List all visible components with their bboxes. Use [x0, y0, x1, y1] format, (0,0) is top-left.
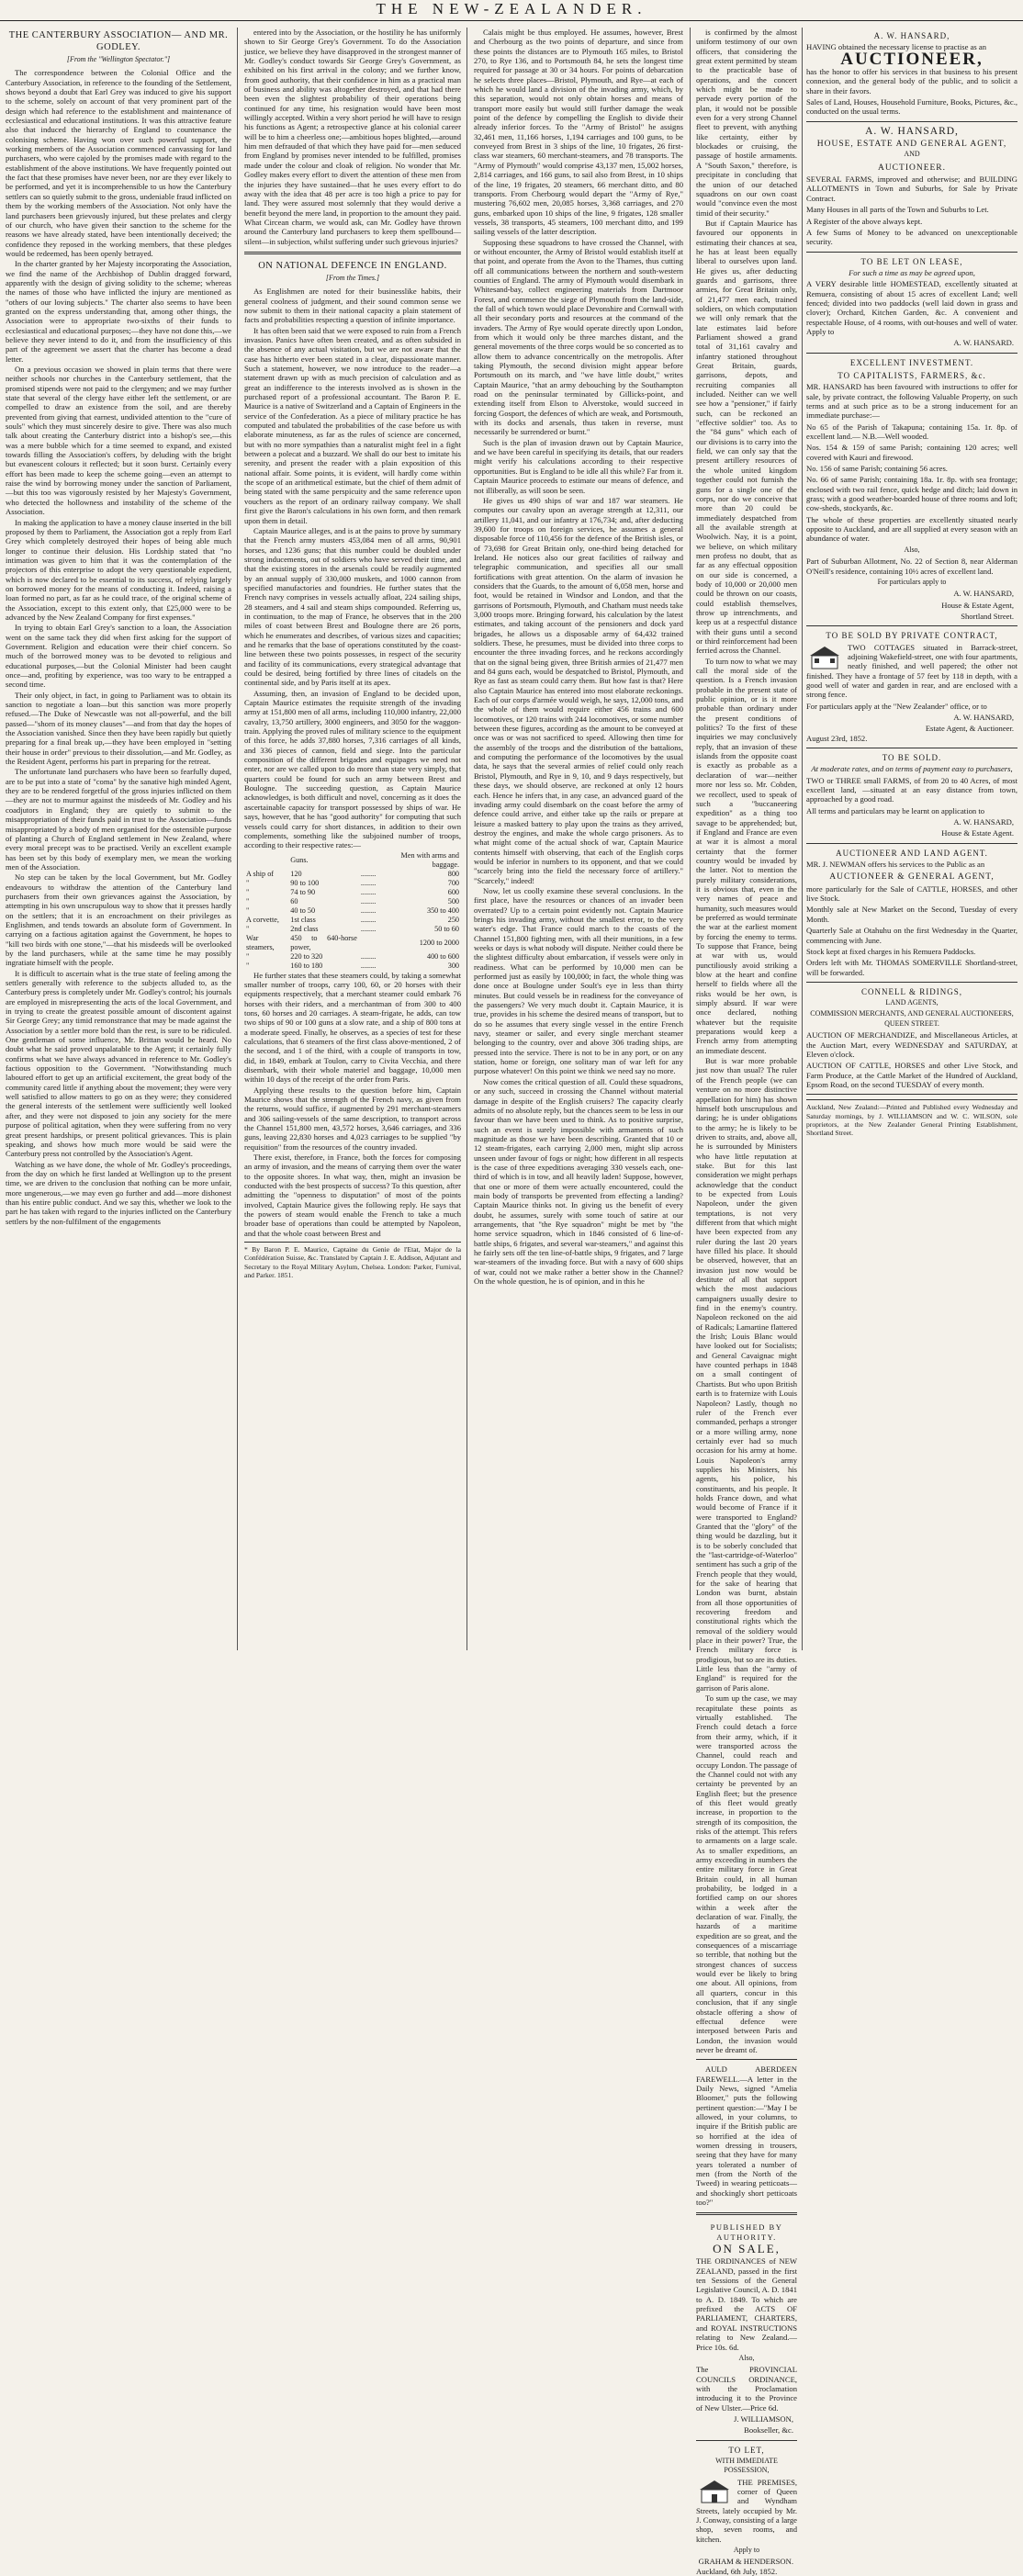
table-cell: 2nd class: [290, 924, 319, 933]
paragraph: But is war more probable just now than usual? The ruler of the French people (we can venture on no more distinctive appellation for him) has shown himself both unscrupulous and daring; he is under obligations to the army; he is likely to be driven to straits, and, above all, he is surrounded by Ministers who have little reputation at stake. But for this last consideration we might perhaps acknowledge that the conduct to be expected from Louis Napoleon, under the given temptations, is not very different from that which might have been expected from any ruler during the last 20 years have filled his place. It should be observed, however, that an invasion just now would be destitute of all that support which the most audacious campaigners usually desire to find in the enemy's country. Napoleon reckoned on the aid of Radicals; Lamartine flattered the Irish; Louis Blanc would have looked out for Socialists; and General Cavaignac might have counted perhaps in 1848 on a small contingent of Chartists. But who upon British earth is to fraternize with Louis Napoleon? Lastly, though no ruler of the French ever commanded, perhaps a stronger or a more willing army, none certainly ever had so much occasion for his army at home. Louis Napoleon's army supplies his Ministers, his agents, his police, his constituents, and his people. It holds France down, and what would become of France if it were transported to England? Granted that the "glory" of the thing would be dazzling, but it is to be soberly concluded that the "last-cartridge-of-Waterloo" sentiment has such a grip of the French people that they would, for the sake of hearing that London was burnt, abstain from all those opportunities of recovering freedom and constitutional rights which the removal of the soldiery would place in their power? True, the French military force is prodigious, but so are its duties. Little less than the "army of England" is required for the garrison of Paris alone.: [696, 1056, 797, 1693]
ad-text: All terms and particulars may be learnt on application to: [806, 805, 985, 816]
table-cell: A ship of: [246, 869, 275, 878]
paragraph: In the charter granted by her Majesty incorporating the Association, we find the name of the Archbishop of Dublin dragged forward, apparently with the design of giving solidity to the scheme; whereas the names of those who have inflicted the injury are mentioned as "others of our loving subjects." The charter also seems to have been granted on the express understanding that, among other things, the Association were to appropriate two-sixths of their funds to ecclesiastical and educational purposes;—they have not done this,—we believe they never intend to do it, and from the insufficiency of this part of the agreement we assert that the charter has become a dead letter.: [6, 259, 231, 364]
column-1: [6, 28, 231, 1650]
table-cell: 700: [447, 878, 459, 887]
ad-text: For particulars apply at the "New Zealander" office, or to: [806, 701, 987, 711]
column-rule: [237, 28, 238, 1650]
ad-heading: TO BE SOLD BY PRIVATE CONTRACT,: [826, 631, 998, 641]
table-cell: 1200 to 2000: [419, 938, 459, 947]
ad-subheading: WITH IMMEDIATE POSSESSION,: [715, 2456, 778, 2475]
paragraph: Captain Maurice alleges, and is at the pains to prove by summary that the French army musters 453,084 men of all arms, 90,901 horses, and 1236 guns; that this number could be doubled under strong inducements, out of soldiers who have served their time, and that the existing stores in the arsenals could be readily augmented by an annual supply of 330,000 muskets, and 1000 cannon from specified manufactories and foundries. He further states that the French navy comprises in vessels actually afloat, 224 sailing ships, 28 steamers, and 4 sail and steam ships compounded. Referring us, in continuation, to the map of France, he observes that in the 200 miles of coast between Brest and Boulogne there are 26 ports, which he enumerates and describes, of various sizes and capacities; and he remarks that the base of operations constituted by the coast-line between these two points possesses, in respect of the security and facility of its communications, every strategical advantage that could be desired, being fortified by three lines of citadels on the continental side, and by Paris itself at its apex.: [244, 525, 461, 688]
divider: [806, 252, 1017, 253]
ad-text: TWO or THREE small FARMS, of from 20 to 40 Acres, of most excellent land, —situated at an easy distance from town, approached by a good road.: [806, 775, 1017, 804]
table-row: [244, 870, 461, 879]
ad-text: Quarterly Sale at Otahuhu on the first Wednesday in the Quarter, commencing with June.: [806, 926, 1017, 945]
ad-heading: A. W. HANSARD,: [873, 31, 950, 40]
column-rule: [690, 28, 691, 1650]
table-cell: 300: [447, 961, 459, 970]
cottage-illustration: [806, 645, 843, 670]
ad-text: A VERY desirable little HOMESTEAD, excellently situated at Remuera, consisting of about 15 acres of excellent Land; well fenced; divided into two paddocks (well laid down in grass and clover); Orchard, Kitchen Garden, &c. A convenient and respectable House, of 4 rooms, with out-houses and well of water. Apply to: [806, 279, 1017, 336]
table-cell: ........: [360, 951, 377, 961]
paragraph: Now comes the critical question of all. Could these squadrons, or any such, succeed in crossing the Channel without material damage in despite of the English cruisers? The capacity clearly admits of no absolute reply, but the chances seem to be less in our favour than we have been used to think. As to positive surprise, such an event is surely impossible with armaments of such magnitude as those we have been describing. Granted that 10 or 12 steam-frigates, each carrying 2,000 men, might slip across unseen under favour of fogs or night; how different in all respects is the case of three expeditions averaging 330 vessels each, one-third of which is in tow, and all heavily laden! Suppose, however, that one or more of them were actually encountered, could the main body of transports be prevented from effecting a landing? Captain Maurice thinks not. In giving us the benefit of every doubt, he assumes, surely with some touch of satire at our arrangements, that "the Rye squadron" might be met by "the home service squadron, which in 1846 consisted of 6 line-of-battle ships, 6 frigates, and several war-steamers," and against this he fairly sets off the ten line-of-battle ships, 9 frigates, and 7 large war-steamers of the invading force. But with a navy of 600 ships of war, could not we make rather a better show in the Channel? On the whole question, he is of opinion, and in this he: [474, 1076, 683, 1287]
ad-text: TWO COTTAGES situated in Barrack-street, adjoining Wakefield-street, one with four apartments, neatly finished, and well papered; the other not finished. They have a frontage of 57 feet by 118 in depth, with a good well of water and garden in rear, and are enclosed with a strong fence.: [806, 642, 1017, 700]
divider: [696, 2212, 797, 2215]
divider: [696, 2440, 797, 2441]
ad-subheading: For such a time as may be agreed upon,: [849, 267, 975, 277]
table-header: Guns.: [290, 855, 309, 864]
table-row: [244, 934, 461, 952]
ad-heading: PUBLISHED BY AUTHORITY.: [710, 2222, 783, 2242]
table-row: [244, 906, 461, 916]
table-cell: 350 to 400: [426, 906, 459, 915]
table-header-row: [244, 851, 461, 870]
table-row: [244, 888, 461, 897]
ad-text: A few Sums of Money to be advanced on unexceptionable security.: [806, 227, 1017, 247]
ad-signature: House & Estate Agent.: [941, 828, 1014, 838]
table-cell: 40 to 50: [290, 906, 316, 915]
paragraph: Calais might be thus employed. He assumes, however, Brest and Cherbourg as the two points of departure, and since from these points the distances are to Plymouth 165 miles, to Bristol 270, to Rye 136, and to Portsmouth 84, he sets the longest time required for passage at 30 or 34 hours. For points of debarcation he selects three places—Bristol, Plymouth, and Rye—at each of which he would land a division of the invading army, which, by this separation, would not only obtain horses and means of transport more easily but would still further damage the weak point of the defence by compelling the English to divide their already inferior forces. To the "Army of Bristol" he assigns 32,461 men, 11,166 horses, 1,194 carriages and 100 guns, to be conveyed from Brest in 3 ships of the line, 10 frigates, 26 first-class war steamers, 60 merchant-steamers, and 78 transports. The "Army of Plymouth" would comprise 43,137 men, 15,002 horses, 2,814 carriages, and 166 guns, to sail also from Brest, in 10 ships of the line, 19 frigates, 20 steamers, 66 merchant ditto, and 80 transports. From Cherbourg would depart the "Army of Rye," mustering 76,602 men, 20,085 horses, 3,368 carriages, and 270 guns, embarked upon 10 ships of the line, 9 frigates, 128 smaller vessels, 38 transports, 45 steamers, 100 merchant ditto, and 199 sailing vessels of the latter description.: [474, 28, 683, 237]
ad-text: Apply to: [733, 2546, 760, 2555]
table-cell: 90 to 100: [290, 878, 320, 887]
paragraph: In making the application to have a money clause inserted in the bill proposed by them to Parliament, the Association got a reply from Earl Grey which completely destroyed their hopes of being able much longer to continue their delusion. His Lordship stated that "no intimation was given to him that it was the contemplation of the projectors of this enterprise to adopt the very questionable expedient, which is now declared to be essential to its success, of relying largely on borrowed money for the means of conducting it. Indeed, raising a loan formed no part, as far as he could trace, of the original scheme of the Association, except to this extent only, that £25,000 were to be advanced by the New Zealand Company for first expenses.": [6, 517, 231, 622]
paragraph: The correspondence between the Colonial Office and the Canterbury Association, in reference to the founding of the Settlement, shows beyond a doubt that Earl Grey was induced to give his support to the scheme, solely on account of that very prominent part of the design which had reference to the establishment and maintenance of ecclesiastical and educational institutions. It was this attractive feature also that induced the hierarchy of England to countenance the colonising scheme. Having won over such powerful support, the working members of the Association commenced canvassing for land purchasers, who were cajoled by the promises made with regard to the establishment of the above institutions. We have frequently pointed out the fact that these promises have never been, nor are they ever likely to be performed, and yet it is incomprehensible to us how the Canterbury settlers can so quietly submit to the gross, undeniable fraud inflicted on them by the working members of the Association. Not only have the land purchasers been grievously injured, but these prelates and clergy of our church, who have given their sanction to the scheme for the reasons we have already stated, have been intentionally deceived; the confidence they reposed in the working members, that these pledges would be redeemed, has been openly betrayed.: [6, 68, 231, 258]
masthead: [0, 0, 1023, 21]
ad-text: Also,: [904, 545, 920, 554]
divider: [806, 982, 1017, 983]
table-cell: 500: [447, 896, 459, 906]
ad-date: Auckland, 6th July, 1852.: [696, 2566, 778, 2576]
table-cell: ........: [360, 896, 377, 906]
table-cell: ........: [360, 915, 377, 924]
paragraph: On a previous occasion we showed in plain terms that there were neither schools nor churches in the Canterbury settlement, that the promised stipends were not paid to the clergymen; and we may further state that several of the clergy have either left the settlement, or are compelled to draw an existence from the soil, and are thereby prevented from giving that earnest, undivided attention to the "cure of souls" which they must sincerely desire to give. There was also much talk about creating the Canterbury district into a bishop's see,—this was a mere bubble which for a time seemed to expand, and existed towards filling the Association's coffers, by deluding with the bright but evanescent colours it reflected; but it soon burst. Certainly every effort has been made to keep the scheme going—even an attempt to raise the wind by borrowing money under the sanction of Parliament,—but this too was vigorously resisted by her Majesty's Government, who detected the hollowness and instability of the scheme of the Association.: [6, 365, 231, 517]
article-title: ON NATIONAL DEFENCE IN ENGLAND.: [258, 260, 447, 271]
paragraph: To sum up the case, we may recapitulate these points as virtually established. The French could detach a force from their army, which, if it were transported across the Channel, could reach and occupy London. The passage of the Channel could not with any certainty be prevented by an English fleet; but the presence of this fleet would greatly increase, in proportion to the strength of its composition, the risks of the attempt. This refers to armaments on a large scale. As to smaller expeditions, an army exceeding in numbers the entire military force in Great Britain could, in all human probability, be lodged in a fortified camp on our shores within a week after the declaration of war. Finally, the hazards of a maritime expedition are so great, and the consequences of a miscarriage so terrible, that nothing but the strongest chances of success would ever be likely to bring one about. All opinions, from all quarters, concur in this conclusion, that if any single obstacle offering a show of effectual defence were interposed between Paris and London, the invasion would never be dreamt of.: [696, 1693, 797, 2054]
table-cell: A corvette,: [246, 915, 279, 924]
paragraph: entered into by the Association, or the hostility he has uniformly shown to Sir George Grey's Government. To do the Association justice, we believe they have disapproved in the strongest manner of Mr. Godley's conduct towards Sir George Grey's Government, as exhibited on his first arrival in the colony; and we further know, from good authority, that their confidence in him as a practical man of business and ability was altogether destroyed, and that had there been even the slightest probability of their operations being continued for any time, his resignation would have been most willingly accepted. Within a very short period he will have to resign his functions as Agent; a retrospective glance at his colonial career will be to him a cheerless one;—ambitious hopes blighted,—around him men defrauded of that which they have paid for—men seduced from England by promises never intended to be fulfilled, promises made under the colour and cloak of religion. No wonder that Mr. Godley makes every effort to divert the attention of these men from the injuries they have sustained—that he uses every effort to do away with the idea that 48 per acre is too high a price to pay for land. They were assured most solemnly that they would derive a benefit beyond the mere land, in proportion to the amount they paid. What Circean charm, we would ask, can Mr. Godley have thrown around the Canterbury land purchasers to keep them spellbound—silent—in subjection, whilst suffering under such grievous injuries?: [244, 28, 461, 246]
ad-signature: GRAHAM & HENDERSON.: [698, 2557, 793, 2567]
paragraph: Watching as we have done, the whole of Mr. Godley's proceedings, from the day on which he first landed at Wellington up to the present time, we are driven to the conclusion that nothing can be more unfair, more ungenerous,—we may even go further and add—more dishonest than his entire public conduct. And we say this, whether we look to the part he has taken with regard to the injuries inflicted on the Canterbury settlers by the non-fulfilment of the engagements: [6, 1159, 231, 1226]
table-header: Men with arms and baggage.: [400, 850, 459, 869]
ad-signature: A. W. HANSARD,: [953, 712, 1014, 722]
paragraph: Their only object, in fact, in going to Parliament was to obtain its sanction to negotiate a loan—but this sanction was more properly refused.—The Duke of Newcastle was not all-powerful, and the bill passed—"shorn of its money clauses"—and from that day the hopes of the Association vanished. Since then they have been rapidly but quietly preparing for a final break up,—they have been employed in "setting their house in order" previous to their dissolution,—and Mr. Godley, as the Resident Agent, performs his part in preparing for the retreat.: [6, 690, 231, 767]
table-cell: ": [246, 887, 250, 896]
ad-text: Stock kept at fixed charges in his Remuera Paddocks.: [806, 946, 976, 956]
ad-subheading: TO CAPITALISTS, FARMERS, &c.: [838, 370, 986, 380]
ad-heading: TO BE SOLD.: [882, 753, 942, 762]
ad-subheading: QUEEN STREET.: [884, 1018, 939, 1028]
ad-text: MR. J. NEWMAN offers his services to the Public as an: [806, 860, 985, 870]
ad-text: has the honor to offer his services in that business to his present connexion, and the general body of the public, and to solicit a share in their favors.: [806, 67, 1017, 96]
table-cell: War steamers,: [246, 933, 275, 951]
table-row: [244, 962, 461, 971]
paragraph: To turn now to what we may call the moral side of the question. Is a French invasion probable in the present state of public opinion, or is it more probable than ordinary under the present conditions of politics? To the first of these inquiries we may conclusively reply, that an invasion of these islands from the opposite coast is exactly as probable as a declaration of war—neither more nor less so. Mr. Cobden, we recollect, used to speak of such a "buccaneering expedition" as a thing too savage to be apprehended; but, if England and France are even at war it is almost a moral certainty that the former country would be invaded by the latter. Not to mention the purely military considerations, it is obvious that, even in the very names of peace and humanity, such measures would be preferred as would terminate the war at the earliest moment by forcing the enemy to terms. To suppose that France, being at war with us, would punctiliously avoid striking a blow at the heart and confine herself to fields where all the risks would be her own, is simply absurd. If war were once declared, nothing whatever but the requisite preparations would keep a French army from attempting an immediate descent.: [696, 656, 797, 1055]
table-cell: ": [246, 924, 250, 933]
table-header: [359, 851, 377, 870]
ad-heading: A. W. HANSARD,: [865, 125, 959, 137]
ad-subheading: LAND AGENTS,: [885, 998, 939, 1007]
imprint: Auckland, New Zealand:—Printed and Published every Wednesday and Saturday mornings, by J. WILLIAMSON and W. C. WILSON, sole proprietors, at the New Zealander General Printing Establishment, Shortland Street.: [806, 1099, 1017, 1137]
table-cell: 400 to 600: [426, 951, 459, 961]
ad-date: August 23rd, 1852.: [806, 733, 868, 743]
divider: [806, 353, 1017, 354]
table-cell: ........: [360, 961, 377, 970]
ad-text: MR. HANSARD has been favoured with instructions to offer for sale, by private contract, the following Valuable Property, on such terms and at such price as to be a strong inducement for an immediate purchase:—: [806, 382, 1017, 421]
ad-heading: TO LET,: [728, 2445, 765, 2455]
ordinances-ad: [696, 2222, 797, 2435]
table-row: [244, 879, 461, 888]
paragraph: In trying to obtain Earl Grey's sanction to a loan, the Association went on the same tack they did when first asking for the support of Government. Religion and education were their chief concern. So much of the borrowed money was to be devoted to religious and educational purposes,—but the Colonial Minister had been caught once—and, profiting by experience, was too wary to be entrapped a second time.: [6, 623, 231, 690]
ad-text: AND: [904, 150, 920, 159]
ad-signature: A. W. HANSARD,: [953, 817, 1014, 827]
ad-text: THE ORDINANCES of NEW ZEALAND, passed in the first ten Sessions of the General Legislative Council, A. D. 1841 to A. D. 1849. To which are prefixed the ACTS OF PARLIAMENT, CHARTERS, and ROYAL INSTRUCTIONS relating to New Zealand.—Price 10s. 6d.: [696, 2256, 797, 2352]
table-cell: ": [246, 896, 250, 906]
paragraph: He gives us 490 ships of war and 187 war steamers. He computes our cavalry upon an average strength at 12,311, our artillery 11,041, and our infantry at 176,734; and, after deducting 39,600 for troops on foreign services, he assumes a general disposable force of 110,456 for the defence of the British isles, or of 73,698 for Great Britain only, one-third being detached for Ireland. He notices also our great facilities of railway and telegraphic communication, and specifies all our small fortifications with great attention. On the alarm of invasion he considers that the Guards, to the amount of 6,058 men, horse and foot, would be retained in Windsor and London, and that the garrisons of Portsmouth, Plymouth, and Chatham must needs take 3,000 troops more. Bringing forward, his calculation by the latest estimates, and taking account of the pensioners and dock yard brigades, he allows us a disposable army of 64,432 trained soldiers. These, he presumes, must be divided into three corps to encounter the three invading forces, and he reckons accordingly that on the signal being given, three British armies of 21,477 men and 84 guns each, would be despatched to Bristol, Plymouth, and Rye as fast as steam could carry them. But how fast is that? Here also Captain Maurice has entered into most elaborate reckonings. Each of our corps d'armée would weigh, he says, 12,000 tons, and the whole of them would require either 456 trains and 600 locomotives, or 120 trains with 244 locomotives, or some number between these figures, according as the amount to be conveyed at once was or was not sacrificed to speed. Allowing then time for the assembly of the troops and the distribution of the battalions, and computing the performance of the locomotives by the usual data, he says that the several armies of relief could only reach Bristol, Plymouth, and Rye in 9, 10, and 9 days respectively, but these days, we should observe, are reckoned at only 12 hours each. Hence he infers that, in any case, an advanced guard of the invading army could disembark on the coast before the army of defence could arrive, and either take up the rails or prepare at leisure a masked battery to play upon the trains as they arrived, destroy the engines, and make the whole cargo prisoners. As to what might come of the actual shock of war, Captain Maurice contents himself with observing, that each of the English corps would be inferior in numbers to its opponent, and that we could "scarcely bring into the field the necessary force of artillery." "Scarcely," indeed!: [474, 495, 683, 885]
ad-signature: Bookseller, &c.: [744, 2425, 793, 2435]
ad-heading: CONNELL & RIDINGS,: [861, 986, 962, 996]
divider: [806, 121, 1017, 122]
table-header: [244, 851, 288, 870]
table-cell: ": [246, 878, 250, 887]
paragraph: Such is the plan of invasion drawn out by Captain Maurice, and we have been careful in specifying its details, that our readers might verify his calculations according to their respective opportunities. But is England to be idle all this while? Far from it. Captain Maurice proceeds to estimate our means of defence, and not illiberally, as will soon be seen.: [474, 437, 683, 495]
ad-signature: House & Estate Agent,: [941, 600, 1014, 610]
table-cell: 600: [447, 887, 459, 896]
ad-heading: EXCELLENT INVESTMENT.: [849, 357, 974, 367]
table-cell: 120: [290, 869, 302, 878]
list-item: No. 156 of same Parish; containing 56 acres.: [806, 464, 948, 474]
paragraph: It has often been said that we were exposed to ruin from a French invasion. Panics have often been created, and as often subsided in the absence of any actual visitation, but we are not aware that the case has hitherto ever been stated in a clear, dispassionate manner. Such a statement, however, we now introduce to the reader—a statement drawn up with as much precision of calculation and as great an indifference to the interests involved as is shown in the purchased report of a professional accountant. The Baron P. E. Maurice is a native of Switzerland and a Captain of Engineers in the service of the Confederation. As a piece of military practice he has computed and tabulated the probabilities of the case before us with elaborate minuteness, as far as the rules of science are concerned, but with no more sympathies than a naturalist might feel in a fight between a polecat and a buzzard. We shall do our best to imitate his serenity, and present the reader with a plain exposition of this national affair. Some points, it is evident, will hardly come within the scope of an arithmetical estimate, but the chief of them admit of being stated with the same perspicuity and the same reference upon vouchers as the report of an ordinary railway company. We shall first give the Baron's calculations in his own form, and then remark upon them in detail.: [244, 325, 461, 525]
ad-heading: AUCTIONEER.: [877, 163, 947, 173]
column-rule: [802, 28, 803, 1650]
ad-heading: AUCTIONEER AND LAND AGENT.: [836, 848, 988, 858]
ad-signature: Shortland Street.: [961, 611, 1014, 621]
paragraph: Applying these results to the question before him, Captain Maurice shows that the strength of the French navy, as given from the returns, would suffice, if augmented by 291 merchant-steamers and 306 sailing-vessels of the same description, to transport across the Channel 151,800 men, 43,572 horses, 3,646 carriages, and 336 guns, leaving 22,830 horses and 4,023 carriages to be supplied "by requisition" from the resources of the country invaded.: [244, 1085, 461, 1152]
column-3: [474, 28, 683, 1650]
ad-text: Part of Suburban Allotment, No. 22 of Section 8, near Alderman O'Neill's residence, containing 10½ acres of excellent land.: [806, 557, 1017, 576]
table-cell: ": [246, 951, 250, 961]
table-cell: ........: [360, 869, 377, 878]
paragraph: It is difficult to ascertain what is the true state of feeling among the settlers generally with reference to the subjects alluded to, as the Canterbury press is completely under Mr. Godley's control; his journals are employed in misrepresenting the acts of the local Government, and in trying to create the greatest possible amount of discontent against Sir George Grey; any timid remonstrance that may be made against the Association by a settler more bold than the rest, is sure to be ridiculed. One gentleman of some influence, Mr. Brittan would be heard. No doubt what he said proved unpalatable to the Agent; it certainly fully confirms what we have always advanced in reference to Mr. Godley's factious opposition to the Government. "Notwithstanding much laboured effort to get up an artificial excitement, the great body of the community cared little if anything about the movement; they were very well satisfied to allow matters to go on as they were; they considered the general interests of the settlement were sufficiently well looked after, and they were not disposed to join any society for the mere purpose of political agitation, when they were suffering from no very great present hardships, or present political grievances. This is plain speaking, and shows how much more would be said were the Canterbury press not controlled by the Association's Agent.: [6, 968, 231, 1159]
article-source: [From the Times.]: [325, 273, 380, 282]
ad-text: THE PREMISES, corner of Queen and Wyndham Streets, lately occupied by Mr. J. Conway, consisting of a large shop, seven rooms, and kitchen.: [696, 2477, 797, 2544]
table-cell: 450 to 640-horse power,: [290, 933, 357, 951]
divider: [806, 1094, 1017, 1095]
table-cell: 50 to 60: [434, 924, 459, 933]
paragraph: There exist, therefore, in France, both the forces for composing an army of invasion, and the means of carrying them over the water to the opposite shores. In what way, then, might an invasion be conducted with the best prospects of success? To this question, after admitting the "openness to disputation" of most of the points involved, Captain Maurice gives the following reply. He says that the powers of steam would enable the French to take a much broader base of operations than could be attempted by Napoleon, and that the whole coast between Brest and: [244, 1153, 461, 1238]
ad-heading: ON SALE,: [713, 2242, 781, 2256]
list-item: No 65 of the Parish of Takapuna; containing 15a. 1r. 8p. of excellent land.— N.B.—Well wooded.: [806, 422, 1017, 442]
list-item: Nos. 154 & 159 of same Parish; containing 120 acres; well covered with Kauri and firewood.: [806, 443, 1017, 462]
table-cell: 60: [290, 896, 298, 906]
table-cell: 1st class: [290, 915, 316, 924]
ad-text: Orders left with Mr. THOMAS SOMERVILLE Shortland-street, will be forwarded.: [806, 958, 1017, 977]
table-cell: ........: [360, 906, 377, 915]
table-cell: 160 to 180: [290, 961, 323, 970]
paragraph: As Englishmen are noted for their businesslike habits, their general coolness of judgment, and their sound common sense we now submit to them in their national capacity a plain statement of facts and probabilities respecting a question of infinite importance.: [244, 287, 461, 325]
ad-text: HAVING obtained the necessary license to practise as an: [806, 42, 986, 52]
paragraph: No step can be taken by the local Government, but Mr. Godley endeavours to withdraw the attention of the Canterbury land purchasers from their own grievances against the Association, by attempting in his own unscrupulous way to show that it presses hardly on the settlers; that it is an encroachment on their privileges as Englishmen, and tends towards an absolute form of Government. In carrying on a factious agitation against the Government, he hopes to "kill two birds with one stone,"—that his misdeeds will be overlooked by the land purchasers, while at the same time he may possibly ingratiate himself with the people.: [6, 872, 231, 968]
list-item: No. 66 of same Parish; containing 18a. 1r. 8p. with sea frontage; enclosed with two rail fence, quick hedge and ditch; laid down in grass; with a good weather-boarded house of three rooms and loft; cow-sheds, stockyards, &c.: [806, 475, 1017, 513]
divider: [244, 252, 461, 254]
table-cell: ": [246, 906, 250, 915]
ad-text: AUCTION OF MERCHANDIZE, and Miscellaneous Articles, at the Auction Mart, every WEDNESDAY and SATURDAY, at Eleven o'clock.: [806, 1030, 1017, 1059]
ad-text: more particularly for the Sale of CATTLE, HORSES, and other live Stock.: [806, 883, 1017, 904]
article-title: THE CANTERBURY ASSOCIATION— AND MR. GODLEY.: [8, 30, 229, 52]
table-row: [244, 897, 461, 906]
ad-heading: HOUSE, ESTATE AND GENERAL AGENT,: [816, 140, 1007, 150]
paragraph: Now, let us coolly examine these several conclusions. In the first place, have the resources or chances of an invader been overrated? Up to a certain point evidently not. Captain Maurice brings his invading army, without the smallest error, to the very water's edge. That France could march to the coasts of the Channel 151,800 fighting men, with all their munitions, in a few weeks or days is what nobody will dispute. Neither could there be the slightest difficulty about embarcation, if vessels were only in readiness. What can be performed by 10,000 men can be performed just as easily by 100,000; in fact, the whole thing was done once at Boulogne under Soult's eye in less than thirty minutes. But could vessels be in readiness for the conveyance of the passengers? We very much doubt it. Captain Maurice, it is true, provides in his scheme the desired means of transport, but to do so he assumes that every single vessel in the entire French navy, steamer or sailer, and every single merchant steamer belonging to the country, over and above 306 trading ships, are pressed into the service. There is not to be in any port, or on any station, home or foreign, one solitary man of war left for any purpose whatever! On this point we think we need say no more.: [474, 885, 683, 1076]
ad-signature: A. W. HANSARD.: [953, 338, 1014, 348]
paragraph: Assuming, then, an invasion of England to be decided upon, Captain Maurice estimates the requisite strength of the invading army at 151,800 men of all arms, including 110,000 infantry, 22,000 cavalry, 13,750 artillery, 3000 engineers, and 3050 for the waggon-train. Applying the proved rules of military science to the equipment of this force, he adds 37,880 horses, 7,316 carriages of all kinds, and 336 pieces of cannon, field and siege. Into the particular composition of the different brigades and equipages we need not enter, nor are we called upon to do more than state very simply, that quarters could be found for such an army between Brest and Boulogne. The succeeding question, as Captain Maurice acknowledges, is both difficult and novel, concerning as it does the ascertainable capacity for transport possessed by ships of war. He says, however, that he has "good authority" for computing that such vessels could carry for short distances, in addition to their own complements, something like the subjoined number of troops, according to their respective rates:—: [244, 688, 461, 850]
ad-text: Also,: [738, 2353, 755, 2362]
ad-signature: Estate Agent, & Auctioneer.: [925, 724, 1014, 734]
ad-heading: AUCTIONEER & GENERAL AGENT,: [829, 872, 995, 883]
ship-capacity-table: [244, 851, 461, 971]
paragraph: AULD ABERDEEN FAREWELL.—A letter in the Daily News, signed "Amelia Bloomer," puts the following pertinent question:—"May I be allowed, in your columns, to inquire if the British public are so horrified at the idea of women dressing in trousers, seeing that they have for many years tolerated a number of men (from the North of the Tweed) in wearing petticoats—and shockingly short petticoats too?": [696, 2064, 797, 2208]
divider: [806, 625, 1017, 626]
ad-text: AUCTION OF CATTLE, HORSES and other Live Stock, and Farm Produce, at the Cattle Market of the Hundred of Auckland, Epsom Road, on the second TUESDAY of every month.: [806, 1061, 1017, 1089]
ad-text: For particulars apply to: [877, 577, 947, 586]
ad-heading: TO BE LET ON LEASE,: [860, 256, 963, 266]
paragraph: Supposing these squadrons to have crossed the Channel, with or without encounter, the Army of Bristol would establish itself at that point, and operate from the Avon to the Thames, thus cutting off all communications between the northern and south-western counties of England. The army of Plymouth would disembark in Whitesand-bay, collect engineering materials from Dartmoor Forest, and commence the siege of Plymouth from the land-side, the fall of which town would place Devonshire and Cornwall with all their secondary ports and resources at the command of the invaders. The Army of Rye would operate directly upon London, from which it would only be three marches distant, and the general movements of the three corps would be so concerted as to allow them to advance concentrically on the metropolis. After taking Plymouth, the second division might appear before Portsmouth on its march, and "we have little doubt," writes Captain Maurice, "that an army debouching by the Southampton road on the peninsular terminated by Gillicks-point, and extending itself from Elson to Alverstoke, would succeed in forcing Gosport, the defences of which are weak, and Portsmouth, with its docks and arsenals, thus taken in reverse, must necessarily be surrendered or burnt.": [474, 237, 683, 437]
ad-subheading: At moderate rates, and on terms of payment easy to purchasers,: [811, 764, 1013, 774]
article-source: [From the "Wellington Spectator."]: [66, 55, 171, 63]
table-cell: 800: [447, 869, 459, 878]
table-cell: ........: [360, 924, 377, 933]
ad-subheading: COMMISSION MERCHANTS, AND GENERAL AUCTIONEERS,: [810, 1008, 1014, 1018]
table-cell: 74 to 90: [290, 887, 316, 896]
table-cell: ": [246, 961, 250, 970]
table-row: [244, 925, 461, 934]
masthead-title: THE NEW-ZEALANDER.: [376, 0, 647, 17]
paragraph: But if Captain Maurice has favoured our opponents in estimating their chances at sea, he has at least been equally liberal to ourselves upon land. He gives us, after deducting guards and garrisons, three armies, for Great Britain only, of 21,477 men each, trained soldiers, on which computation we will only remark that the late estimates laid before Parliament showed a grand total of 31,161 cavalry and infantry stationed throughout Great Britain, guards, garrisons, depots, and recruiting companies all included. Neither can we well see how a "pensioner," if fairly such, can be reckoned an "effective soldier" too. As to the "84 guns" which each of our divisions is to carry into the field, we can only say that the present artillery resources of the whole united kingdom together could not furnish the guns for a single one of the corps, nor do we conceive that more than 20 could be immediately despatched from all the available strength at Woolwich. Nay, it is a point, we believe, on which military men profess no doubt, that as far as any effectual opposition on our side is concerned, a body of 10,000 or 20,000 men could be thrown on our coasts, could establish themselves, throw up intrenchments, and keep us at a respectful distance with their guns until a second or third reinforcement had been ferried across the Channel.: [696, 218, 797, 656]
ad-text: A Register of the above always kept.: [806, 216, 923, 226]
table-cell: 220 to 320: [290, 951, 323, 961]
ad-text: Monthly sale at New Market on the Second, Tuesday of every Month.: [806, 905, 1017, 924]
table-row: [244, 952, 461, 962]
table-cell: [359, 934, 377, 952]
paragraph: is confirmed by the almost uniform testimony of our own officers, that considering the great extent permitted by steam to the practicable base of operations, and the concert which might be made to pervade every portion of the plan, it would not be possible even for a very strong Channel fleet to prevent, with anything like certainty, either by blockades or cruising, the passage of hostile armaments. A "South Saxon," therefore, is precipitate in concluding that the union of our detached squadrons on our own coast would "convince even the most timid of their security.": [696, 28, 797, 218]
ad-signature: A. W. HANSARD,: [953, 589, 1014, 599]
paragraph: He further states that these steamers could, by taking a somewhat smaller number of troops, carry 100, 60, or 20 horses with their equipments respectively, that a merchant steamer could embark 76 horses with their riders, and a merchantman of from 300 to 400 tons, 60 horses and 20 carriages. A steam-frigate, he adds, can tow two ships of 90 or 100 guns at a slow rate, and a ship of 800 tons at a moderate speed. Finally, he observes, as a species of test for these calculations, that 6 steamers of the first class above-mentioned, 2 of the second, and 1 of the third, with a couple of transports in tow, did, in 1849, embark at Toulon, carry to Civita Vecchia, and there disembark, with their whole materiel and baggage, 10,000 men within 10 days of the receipt of the order from Paris.: [244, 970, 461, 1085]
ad-text: Many Houses in all parts of the Town and Suburbs to Let.: [806, 205, 989, 215]
table-cell: ........: [360, 878, 377, 887]
ad-text: The whole of these properties are excellently situated nearly opposite to Auckland, and are all supplied at every season with an abundance of water.: [806, 514, 1017, 544]
ad-signature: J. WILLIAMSON,: [733, 2413, 793, 2424]
ad-text: The PROVINCIAL COUNCILS ORDINANCE, with the Proclamation introducing it to the Province of New Ulster.—Price 6d.: [696, 2365, 797, 2413]
divider: [696, 2059, 797, 2060]
column-4: [696, 28, 797, 2576]
ad-text: Sales of Land, Houses, Household Furniture, Books, Pictures, &c., conducted on the usual terms.: [806, 97, 1017, 117]
ad-title: AUCTIONEER,: [840, 49, 984, 69]
table-cell: ........: [360, 887, 377, 896]
divider: [806, 843, 1017, 844]
footnote: * By Baron P. E. Maurice, Captaine du Genie de l'Etat, Major de la Confédération Suisse, &c. Translated by Captain J. E. Addison, Adjutant and Secretary to the Royal Military Asylum, Chelsea. London: Parker, Furnival, and Parker. 1851.: [244, 1242, 461, 1279]
column-2: [244, 28, 461, 1650]
advertisements-column: [806, 28, 1017, 1650]
to-let-ad: [696, 2446, 797, 2576]
table-cell: 250: [447, 915, 459, 924]
ad-text: SEVERAL FARMS, improved and otherwise; and BUILDING ALLOTMENTS in Town and Suburbs, for Sale by Private Contract.: [806, 174, 1017, 203]
paragraph: The unfortunate land purchasers who have been so fearfully duped, are to be put into a state of "coma" by the sanative high minded Agent, they are to be rendered forgetful of the gross injuries inflicted on them—they are not to murmur against the misdeeds of Mr. Godley and his coadjutors in England; they are quietly to submit to the misappropriation of their funds paid in trust to the Association—funds misappropriated by a body of men organised for the ostensible purpose of planting a Church of England settlement in New Zealand, where every moral precept was to be practised. Verily an excellent example has been set by this body of exemplary men, we mean the working men of the Association.: [6, 767, 231, 872]
table-row: [244, 916, 461, 925]
house-illustration: [696, 2479, 733, 2504]
